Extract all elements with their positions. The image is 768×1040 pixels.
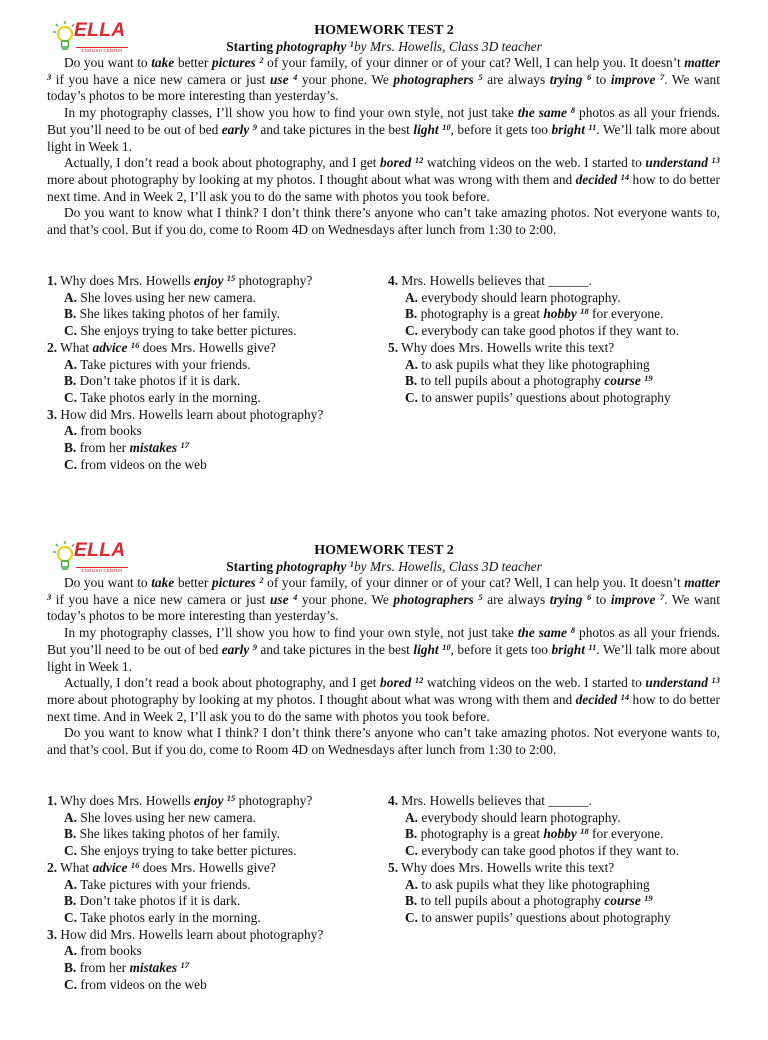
question-stem xyxy=(388,793,720,810)
answer-option[interactable] xyxy=(47,943,377,960)
subtitle-prefix: Starting xyxy=(226,39,277,54)
subtitle-keyword: photography xyxy=(276,39,347,54)
option-letter: C. xyxy=(64,323,78,339)
question-stem xyxy=(47,860,377,877)
passage-subtitle xyxy=(0,39,768,55)
answer-option[interactable] xyxy=(388,910,720,927)
text-run: if you have a nice new camera or just xyxy=(51,591,270,607)
answer-option[interactable] xyxy=(47,960,377,977)
text-run: , before it gets too xyxy=(450,121,552,137)
passage-paragraph xyxy=(47,575,720,625)
text-run: Take photos early in the morning. xyxy=(77,909,261,925)
vocab-keyword: course xyxy=(604,373,641,389)
text-run: to tell pupils about a photography xyxy=(417,373,605,389)
text-run: Do you want to xyxy=(64,55,152,70)
option-letter: C. xyxy=(405,323,419,339)
vocab-keyword: matter xyxy=(684,55,720,70)
text-run: photography? xyxy=(235,273,313,288)
vocab-keyword: decided xyxy=(575,691,618,707)
vocab-keyword: enjoy xyxy=(193,793,224,808)
text-run: Why does Mrs. Howells write this text? xyxy=(398,339,615,355)
option-letter: A. xyxy=(405,289,419,305)
answer-option[interactable] xyxy=(388,843,720,860)
text-run: Mrs. Howells believes that ______. xyxy=(398,273,592,288)
text-run: to ask pupils what they like photographing xyxy=(418,876,650,892)
vocab-keyword: photographers xyxy=(393,591,474,607)
subtitle-prefix: Starting xyxy=(226,559,277,574)
vocab-footnote-number: 4 xyxy=(293,591,298,602)
text-run: of your family, of your dinner or of your cat? Well, I can help you. It doesn’t xyxy=(263,575,685,590)
vocab-keyword: course xyxy=(604,893,641,909)
vocab-keyword: matter xyxy=(684,575,720,590)
text-run: How did Mrs. Howells learn about photography? xyxy=(57,926,324,942)
text-run: are always xyxy=(482,71,550,87)
option-letter: B. xyxy=(405,826,418,842)
option-letter: B. xyxy=(64,893,77,909)
vocab-footnote-number: 8 xyxy=(570,105,576,116)
text-run: Do you want to know what I think? I don’t think there’s anyone who can’t take amazing photos. Not everyone wants to, and that’s cool. But if you do, come to Room 4D on Wednesdays after lunch from 1:30 to 2:00. xyxy=(47,205,720,238)
test-title: HOMEWORK TEST 2 xyxy=(314,23,454,38)
text-run: more about photography by looking at my photos. I thought about what was wrong with them and xyxy=(47,171,576,187)
passage-paragraph xyxy=(47,155,720,205)
text-run: better xyxy=(174,55,212,70)
question-number: 3. xyxy=(47,406,58,422)
vocab-footnote-number: 14 xyxy=(620,171,630,182)
text-run: Mrs. Howells believes that ______. xyxy=(398,793,592,808)
vocab-keyword: hobby xyxy=(543,306,577,322)
vocab-keyword: trying xyxy=(549,591,583,607)
answer-option[interactable] xyxy=(47,440,377,457)
vocab-footnote-number: 17 xyxy=(180,960,189,971)
option-letter: B. xyxy=(64,373,77,389)
subtitle-keyword: photography xyxy=(276,559,347,574)
text-run: to xyxy=(591,591,611,607)
vocab-footnote-number: 16 xyxy=(130,339,140,350)
text-run: She enjoys trying to take better pictures. xyxy=(77,843,297,859)
text-run: . We want today’s photos to be more interesting than yesterday’s. xyxy=(47,71,720,104)
text-run: How did Mrs. Howells learn about photography? xyxy=(57,406,324,422)
answer-option[interactable] xyxy=(388,390,720,407)
text-run: more about photography by looking at my photos. I thought about what was wrong with them and xyxy=(47,691,576,707)
vocab-footnote-number: 16 xyxy=(130,859,140,870)
option-letter: C. xyxy=(405,389,419,405)
vocab-footnote-number: 6 xyxy=(587,591,592,602)
text-run: Take photos early in the morning. xyxy=(77,389,261,405)
text-run: and take pictures in the best xyxy=(256,641,414,657)
answer-option[interactable] xyxy=(388,826,720,843)
text-run: from videos on the web xyxy=(77,456,207,472)
text-run: photos as all your friends. But you’ll need to be out of bed xyxy=(47,105,720,137)
vocab-keyword: pictures xyxy=(211,575,256,590)
questions-right-column xyxy=(388,793,720,927)
vocab-footnote-number: 14 xyxy=(620,691,630,702)
vocab-footnote-number: 10 xyxy=(442,121,451,132)
logo-wordmark: ELLA xyxy=(74,20,126,41)
text-run: to answer pupils’ questions about photography xyxy=(418,909,671,925)
vocab-keyword: light xyxy=(413,121,439,137)
text-run: everybody can take good photos if they want to. xyxy=(418,843,680,859)
text-run: Do you want to know what I think? I don’t think there’s anyone who can’t take amazing photos. Not everyone wants to, and that’s cool. But if you do, come to Room 4D on Wednesdays after lunch from 1:30 to 2:00. xyxy=(47,725,720,758)
vocab-keyword: mistakes xyxy=(129,440,178,456)
vocab-footnote-number: 2 xyxy=(259,575,264,585)
answer-option[interactable] xyxy=(47,423,377,440)
text-run: In my photography classes, I’ll show you how to find your own style, not just take xyxy=(64,105,518,121)
vocab-keyword: understand xyxy=(645,155,708,171)
subtitle-byline: by Mrs. Howells, Class 3D teacher xyxy=(353,39,542,54)
vocab-keyword: understand xyxy=(645,675,708,691)
passage-paragraph xyxy=(47,725,720,758)
question-number: 2. xyxy=(47,339,58,355)
answer-option[interactable] xyxy=(47,977,377,994)
vocab-footnote-number: 17 xyxy=(180,440,189,451)
vocab-footnote-number: 13 xyxy=(711,675,720,686)
text-run: your phone. We xyxy=(297,71,394,87)
text-run: Don’t take photos if it is dark. xyxy=(76,893,241,909)
passage-paragraph xyxy=(47,625,720,675)
text-run: everybody should learn photography. xyxy=(418,289,621,305)
answer-option[interactable] xyxy=(388,810,720,827)
vocab-footnote-number: 8 xyxy=(570,625,576,636)
option-letter: A. xyxy=(405,809,419,825)
text-run: She enjoys trying to take better pictures. xyxy=(77,323,297,339)
text-run: Take pictures with your friends. xyxy=(77,876,251,892)
text-run: What xyxy=(57,859,93,875)
option-letter: B. xyxy=(405,306,418,322)
option-letter: C. xyxy=(64,456,78,472)
answer-option[interactable] xyxy=(388,877,720,894)
question-number: 4. xyxy=(388,273,399,288)
subtitle-footnote: 1 xyxy=(349,559,354,569)
vocab-keyword: the same xyxy=(517,625,567,641)
question-number: 5. xyxy=(388,339,399,355)
question-stem xyxy=(388,340,720,357)
passage-paragraph xyxy=(47,105,720,155)
question-stem xyxy=(388,273,720,290)
vocab-footnote-number: 9 xyxy=(252,641,257,652)
option-letter: A. xyxy=(64,289,78,305)
question-number: 2. xyxy=(47,859,58,875)
text-run: Actually, I don’t read a book about photography, and I get xyxy=(64,155,381,171)
text-run: does Mrs. Howells give? xyxy=(139,339,276,355)
worksheet-copy-2 xyxy=(0,540,768,1040)
answer-option[interactable] xyxy=(388,357,720,374)
text-run: Why does Mrs. Howells xyxy=(57,793,194,808)
text-run: , before it gets too xyxy=(450,641,552,657)
option-letter: C. xyxy=(64,389,78,405)
text-run: Do you want to xyxy=(64,575,152,590)
answer-option[interactable] xyxy=(388,373,720,390)
text-run: of your family, of your dinner or of your cat? Well, I can help you. It doesn’t xyxy=(263,55,685,70)
test-title: HOMEWORK TEST 2 xyxy=(314,543,454,558)
answer-option[interactable] xyxy=(47,357,377,374)
answer-option[interactable] xyxy=(388,893,720,910)
logo-subtext: ENGLISH CENTER xyxy=(81,48,123,53)
text-run: how to do better next time. And in Week 2, I’ll ask you to do the same with photos you took before. xyxy=(47,691,720,724)
answer-option[interactable] xyxy=(388,323,720,340)
text-run: from books xyxy=(77,423,142,439)
answer-option[interactable] xyxy=(47,390,377,407)
worksheet-copy-1 xyxy=(0,20,768,520)
option-letter: A. xyxy=(405,876,419,892)
text-run: everybody should learn photography. xyxy=(418,809,621,825)
vocab-keyword: advice xyxy=(92,339,128,355)
vocab-footnote-number: 18 xyxy=(580,306,589,317)
vocab-keyword: decided xyxy=(575,171,618,187)
logo-subtext: ENGLISH CENTER xyxy=(81,568,123,573)
questions-left-column xyxy=(47,273,377,473)
text-run: are always xyxy=(482,591,550,607)
text-run: better xyxy=(174,575,212,590)
question-stem xyxy=(47,793,377,810)
text-run: everybody can take good photos if they want to. xyxy=(418,323,680,339)
vocab-footnote-number: 5 xyxy=(478,591,483,602)
text-run: to ask pupils what they like photographing xyxy=(418,356,650,372)
vocab-footnote-number: 7 xyxy=(659,71,665,82)
option-letter: C. xyxy=(64,909,78,925)
option-letter: C. xyxy=(64,843,78,859)
text-run: from books xyxy=(77,943,142,959)
text-run: Actually, I don’t read a book about photography, and I get xyxy=(64,675,381,691)
vocab-footnote-number: 4 xyxy=(293,71,298,82)
vocab-keyword: use xyxy=(269,71,289,87)
answer-option[interactable] xyxy=(47,843,377,860)
vocab-keyword: bright xyxy=(551,121,585,137)
option-letter: A. xyxy=(64,943,78,959)
reading-passage xyxy=(47,575,720,759)
vocab-footnote-number: 6 xyxy=(587,71,592,82)
vocab-keyword: use xyxy=(269,591,289,607)
subtitle-footnote: 1 xyxy=(349,39,354,49)
option-letter: B. xyxy=(405,373,418,389)
vocab-keyword: bored xyxy=(380,675,412,691)
vocab-keyword: bored xyxy=(380,155,412,171)
text-run: does Mrs. Howells give? xyxy=(139,859,276,875)
text-run: to tell pupils about a photography xyxy=(417,893,605,909)
vocab-footnote-number: 3 xyxy=(47,591,52,602)
question-stem xyxy=(47,927,377,944)
question-stem xyxy=(47,273,377,290)
vocab-footnote-number: 15 xyxy=(226,273,236,283)
option-letter: B. xyxy=(405,893,418,909)
text-run: Why does Mrs. Howells write this text? xyxy=(398,859,615,875)
answer-option[interactable] xyxy=(388,306,720,323)
question-stem xyxy=(47,407,377,424)
vocab-footnote-number: 2 xyxy=(259,55,264,65)
answer-option[interactable] xyxy=(47,457,377,474)
text-run: She likes taking photos of her family. xyxy=(76,306,280,322)
text-run: . We’ll talk more about light in Week 1. xyxy=(47,121,720,154)
vocab-footnote-number: 11 xyxy=(588,121,597,132)
text-run: watching videos on the web. I started to xyxy=(423,155,646,171)
vocab-keyword: improve xyxy=(610,71,656,87)
text-run: . We’ll talk more about light in Week 1. xyxy=(47,641,720,674)
answer-option[interactable] xyxy=(47,306,377,323)
text-run: . We want today’s photos to be more interesting than yesterday’s. xyxy=(47,591,720,624)
logo-wordmark: ELLA xyxy=(74,540,126,561)
vocab-keyword: enjoy xyxy=(193,273,224,288)
subtitle-byline: by Mrs. Howells, Class 3D teacher xyxy=(353,559,542,574)
option-letter: B. xyxy=(64,440,77,456)
vocab-keyword: the same xyxy=(517,105,567,121)
vocab-footnote-number: 15 xyxy=(226,793,236,803)
text-run: how to do better next time. And in Week 2, I’ll ask you to do the same with photos you took before. xyxy=(47,171,720,204)
vocab-keyword: take xyxy=(151,55,175,70)
vocab-keyword: advice xyxy=(92,859,128,875)
question-stem xyxy=(47,340,377,357)
option-letter: A. xyxy=(405,356,419,372)
passage-paragraph xyxy=(47,205,720,238)
question-number: 4. xyxy=(388,793,399,808)
vocab-footnote-number: 18 xyxy=(580,826,589,837)
text-run: to xyxy=(591,71,611,87)
text-run: Why does Mrs. Howells xyxy=(57,273,194,288)
text-run: She loves using her new camera. xyxy=(77,289,256,305)
vocab-keyword: mistakes xyxy=(129,960,178,976)
answer-option[interactable] xyxy=(47,910,377,927)
reading-passage xyxy=(47,55,720,239)
answer-option[interactable] xyxy=(47,893,377,910)
vocab-footnote-number: 9 xyxy=(252,121,257,132)
answer-option[interactable] xyxy=(388,290,720,307)
vocab-keyword: trying xyxy=(549,71,583,87)
option-letter: A. xyxy=(64,876,78,892)
text-run: from her xyxy=(76,440,130,456)
question-number: 1. xyxy=(47,793,58,808)
option-letter: A. xyxy=(64,423,78,439)
text-run: to answer pupils’ questions about photography xyxy=(418,389,671,405)
text-run: and take pictures in the best xyxy=(256,121,414,137)
vocab-keyword: improve xyxy=(610,591,656,607)
questions-left-column xyxy=(47,793,377,993)
text-run: from videos on the web xyxy=(77,976,207,992)
answer-option[interactable] xyxy=(47,826,377,843)
vocab-footnote-number: 7 xyxy=(659,591,665,602)
vocab-keyword: pictures xyxy=(211,55,256,70)
question-number: 3. xyxy=(47,926,58,942)
question-stem xyxy=(388,860,720,877)
questions-right-column xyxy=(388,273,720,407)
vocab-footnote-number: 3 xyxy=(47,71,52,82)
vocab-footnote-number: 10 xyxy=(442,641,451,652)
text-run: photography is a great xyxy=(417,826,544,842)
text-run: She loves using her new camera. xyxy=(77,809,256,825)
text-run: for everyone. xyxy=(588,306,664,322)
text-run: your phone. We xyxy=(297,591,394,607)
vocab-footnote-number: 19 xyxy=(644,373,653,384)
vocab-keyword: early xyxy=(221,121,250,137)
text-run: watching videos on the web. I started to xyxy=(423,675,646,691)
option-letter: B. xyxy=(64,960,77,976)
answer-option[interactable] xyxy=(47,373,377,390)
vocab-keyword: photographers xyxy=(393,71,474,87)
answer-option[interactable] xyxy=(47,877,377,894)
vocab-footnote-number: 12 xyxy=(414,675,424,686)
vocab-footnote-number: 11 xyxy=(588,641,597,652)
vocab-keyword: bright xyxy=(551,641,585,657)
vocab-footnote-number: 13 xyxy=(711,155,720,166)
text-run: photos as all your friends. But you’ll need to be out of bed xyxy=(47,625,720,657)
text-run: photography is a great xyxy=(417,306,544,322)
option-letter: B. xyxy=(64,826,77,842)
text-run: In my photography classes, I’ll show you how to find your own style, not just take xyxy=(64,625,518,641)
answer-option[interactable] xyxy=(47,323,377,340)
vocab-keyword: hobby xyxy=(543,826,577,842)
vocab-footnote-number: 12 xyxy=(414,155,424,166)
question-number: 5. xyxy=(388,859,399,875)
passage-paragraph xyxy=(47,55,720,105)
text-run: What xyxy=(57,339,93,355)
text-run: She likes taking photos of her family. xyxy=(76,826,280,842)
option-letter: C. xyxy=(405,909,419,925)
passage-subtitle xyxy=(0,559,768,575)
option-letter: C. xyxy=(405,843,419,859)
text-run: from her xyxy=(76,960,130,976)
passage-paragraph xyxy=(47,675,720,725)
vocab-footnote-number: 5 xyxy=(478,71,483,82)
text-run: for everyone. xyxy=(588,826,664,842)
text-run: Don’t take photos if it is dark. xyxy=(76,373,241,389)
text-run: Take pictures with your friends. xyxy=(77,356,251,372)
vocab-keyword: take xyxy=(151,575,175,590)
vocab-keyword: light xyxy=(413,641,439,657)
text-run: photography? xyxy=(235,793,313,808)
option-letter: C. xyxy=(64,976,78,992)
vocab-footnote-number: 19 xyxy=(644,893,653,904)
answer-option[interactable] xyxy=(47,810,377,827)
option-letter: A. xyxy=(64,356,78,372)
answer-option[interactable] xyxy=(47,290,377,307)
question-number: 1. xyxy=(47,273,58,288)
option-letter: A. xyxy=(64,809,78,825)
option-letter: B. xyxy=(64,306,77,322)
text-run: if you have a nice new camera or just xyxy=(51,71,270,87)
vocab-keyword: early xyxy=(221,641,250,657)
